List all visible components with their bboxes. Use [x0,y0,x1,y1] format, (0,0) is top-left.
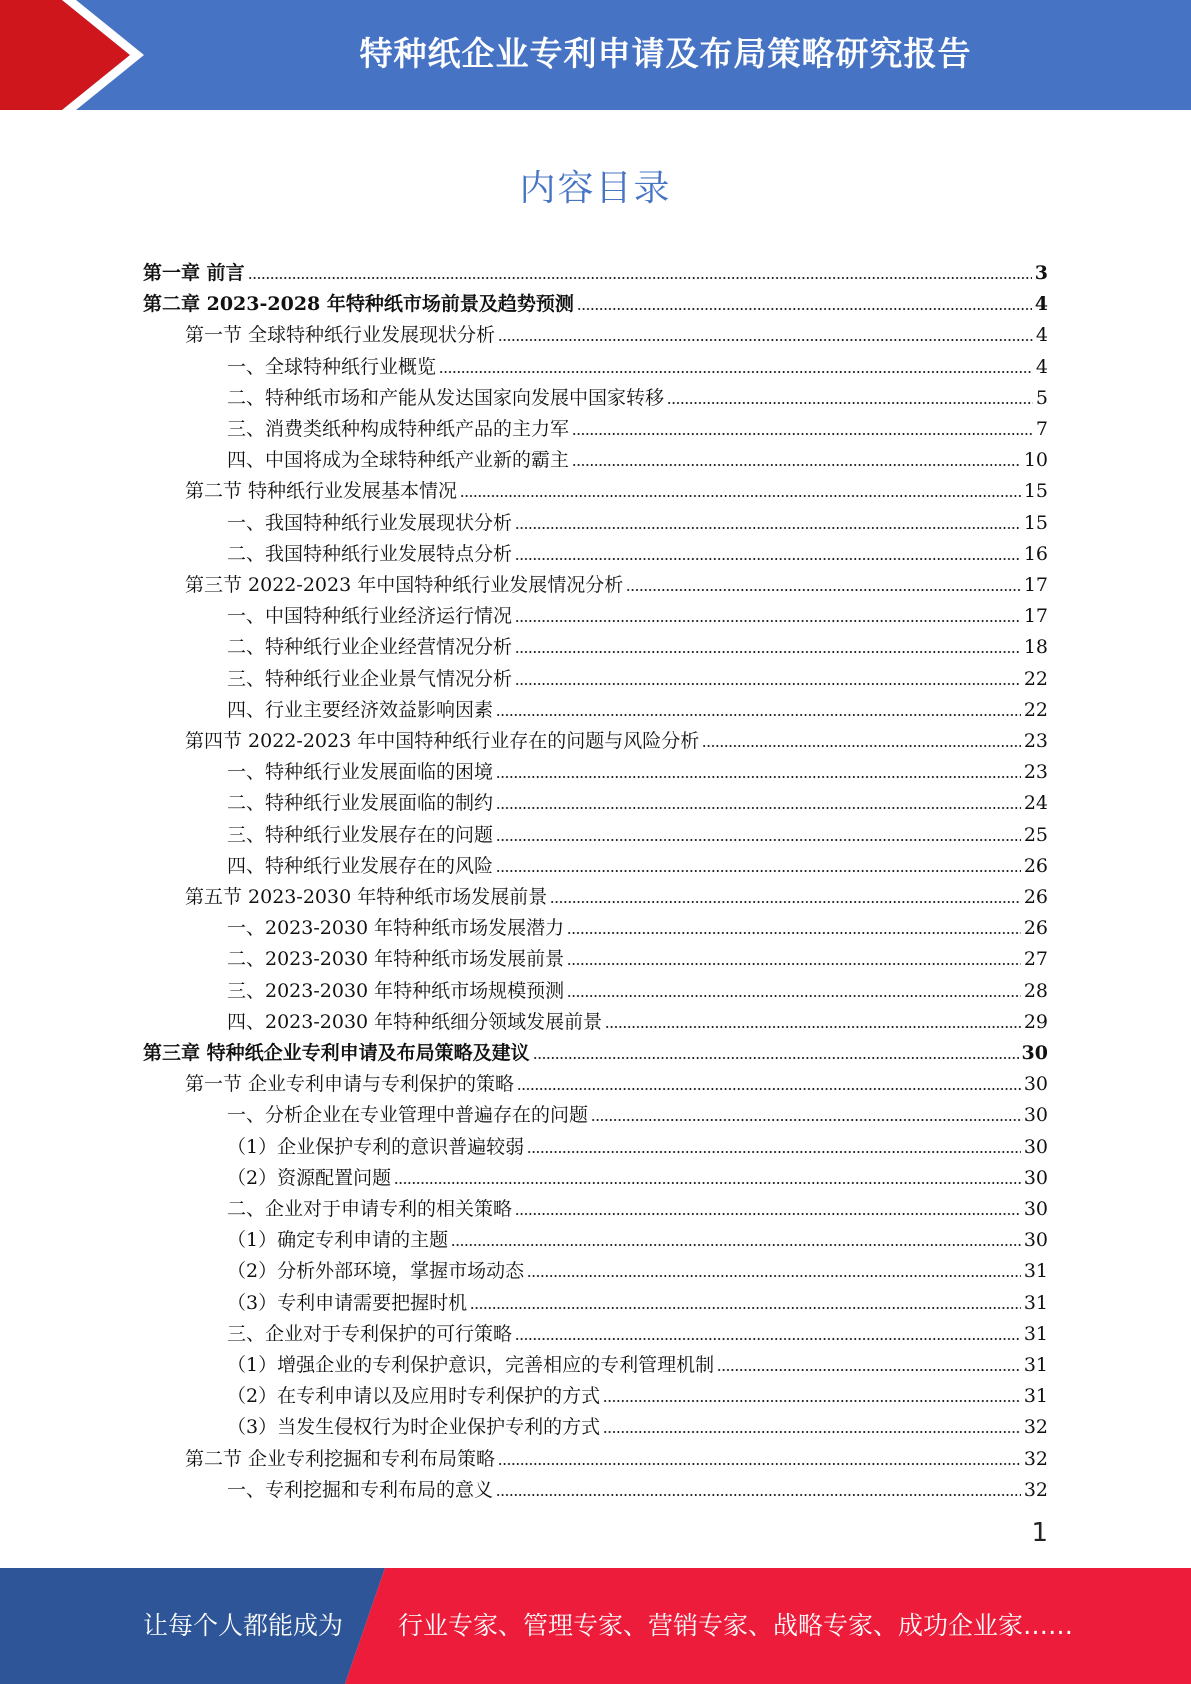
toc-entry-title: （3）当发生侵权行为时企业保护专利的方式 [227,1416,601,1439]
toc-dot-leader [567,931,1021,935]
toc-entry-title: 一、我国特种纸行业发展现状分析 [227,511,513,534]
toc-dot-leader [577,307,1032,311]
toc-dot-leader [496,838,1021,842]
toc-entry-page: 30 [1023,1104,1048,1127]
toc-entry[interactable] [143,1315,1048,1346]
toc-dot-leader [702,744,1021,748]
toc-entry-title: （2）资源配置问题 [227,1166,392,1189]
toc-entry[interactable] [143,1284,1048,1315]
toc-entry[interactable] [143,1190,1048,1221]
toc-dot-leader [515,526,1021,530]
toc-entry-title: （2）分析外部环境，掌握市场动态 [227,1260,525,1283]
toc-entry[interactable] [143,348,1048,379]
page-number: 1 [1031,1518,1048,1548]
toc-entry-title: 二、我国特种纸行业发展特点分析 [227,542,513,565]
toc-entry-page: 4 [1035,355,1048,378]
toc-entry-page: 27 [1023,948,1048,971]
toc-entry[interactable] [143,1096,1048,1127]
toc-entry-page: 30 [1023,1198,1048,1220]
toc-entry-title: 第二章 2023-2028 年特种纸市场前景及趋势预测 [143,293,574,316]
toc-dot-leader [515,1212,1021,1216]
toc-dot-leader [527,1150,1021,1154]
toc-entry-page: 17 [1023,574,1048,596]
toc-entry[interactable] [143,847,1048,878]
toc-dot-leader [603,1399,1021,1403]
toc-entry-page: 31 [1023,1322,1048,1345]
toc-entry[interactable] [143,316,1048,347]
toc-entry[interactable] [143,878,1048,909]
toc-heading: 内容目录 [519,168,672,209]
toc-dot-leader [515,682,1021,686]
toc-dot-leader [591,1118,1021,1122]
toc-entry-page: 10 [1023,449,1048,472]
toc-entry-page: 26 [1023,854,1048,877]
toc-entry-title: 第三章 特种纸企业专利申请及布局策略及建议 [143,1042,530,1064]
toc-entry-title: 二、特种纸行业发展面临的制约 [227,792,494,815]
toc-entry-title: 二、特种纸市场和产能从发达国家向发展中国家转移 [227,386,665,409]
toc-entry-page: 15 [1023,480,1048,503]
toc-entry-title: 四、2023-2030 年特种纸细分领域发展前景 [227,1010,603,1033]
toc-entry-page: 15 [1023,511,1048,534]
toc-entry-title: 第三节 2022-2023 年中国特种纸行业发展情况分析 [185,574,624,596]
toc-entry-page: 22 [1023,667,1048,690]
toc-entry-page: 32 [1023,1478,1048,1501]
header-banner [0,0,1191,110]
toc-entry-page: 7 [1035,418,1048,440]
toc-entry[interactable] [143,1003,1048,1034]
toc-dot-leader [533,1056,1019,1060]
toc-entry-page: 4 [1035,324,1048,347]
toc-entry-title: 第二节 特种纸行业发展基本情况 [185,480,458,503]
toc-entry-title: 第一节 全球特种纸行业发展现状分析 [185,324,496,347]
toc-entry[interactable] [143,722,1048,753]
toc-entry-title: 一、特种纸行业发展面临的困境 [227,761,494,784]
toc-entry-title: 三、2023-2030 年特种纸市场规模预测 [227,979,565,1002]
toc-entry-title: （3）专利申请需要把握时机 [227,1291,468,1314]
toc-entry[interactable] [143,660,1048,691]
toc-entry[interactable] [143,566,1048,597]
toc-entry[interactable] [143,909,1048,940]
toc-entry-page: 25 [1023,823,1048,846]
toc-entry[interactable] [143,1471,1048,1502]
toc-entry[interactable] [143,379,1048,410]
toc-entry-page: 31 [1023,1291,1048,1314]
toc-dot-leader [498,338,1033,342]
toc-entry-title: 三、特种纸行业发展存在的问题 [227,823,494,846]
toc-entry-page: 31 [1023,1260,1048,1283]
toc-entry-page: 28 [1023,979,1048,1002]
toc-entry-title: 第二节 企业专利挖掘和专利布局策略 [185,1447,496,1470]
toc-entry[interactable] [143,1128,1048,1159]
toc-entry-title: 一、中国特种纸行业经济运行情况 [227,605,513,628]
toc-entry-page: 30 [1023,1073,1048,1096]
toc-dot-leader [515,557,1021,561]
toc-entry-page: 32 [1023,1447,1048,1470]
toc-entry-title: 三、企业对于专利保护的可行策略 [227,1322,513,1345]
toc-dot-leader [496,1493,1021,1497]
toc-dot-leader [605,1025,1021,1029]
toc-entry-page: 30 [1021,1042,1048,1064]
toc-entry-page: 29 [1023,1010,1048,1033]
toc-entry-title: 三、消费类纸种构成特种纸产品的主力军 [227,418,570,440]
toc-entry-title: 二、特种纸行业企业经营情况分析 [227,636,513,659]
toc-dot-leader [572,432,1033,436]
toc-entry[interactable] [143,1346,1048,1377]
toc-entry-title: （1）增强企业的专利保护意识，完善相应的专利管理机制 [227,1354,715,1376]
toc-entry[interactable] [143,597,1048,628]
toc-dot-leader [439,370,1033,374]
toc-entry-title: 第一章 前言 [143,262,245,284]
toc-entry[interactable] [143,285,1048,316]
toc-entry-title: 四、特种纸行业发展存在的风险 [227,854,494,877]
toc-dot-leader [515,650,1021,654]
toc-entry-page: 31 [1023,1354,1048,1376]
toc-entry-page: 30 [1023,1135,1048,1158]
toc-dot-leader [567,962,1021,966]
report-title: 特种纸企业专利申请及布局策略研究报告 [359,34,972,73]
toc-dot-leader [496,775,1021,779]
toc-entry[interactable] [143,1065,1048,1096]
toc-entry[interactable] [143,441,1048,472]
toc-entry-page: 3 [1034,262,1048,284]
toc-entry[interactable] [143,753,1048,784]
toc-entry-title: （2）在专利申请以及应用时专利保护的方式 [227,1385,601,1408]
toc-dot-leader [667,401,1033,405]
toc-entry-page: 26 [1023,886,1048,908]
toc-entry-page: 22 [1023,698,1048,721]
toc-entry-title: 三、特种纸行业企业景气情况分析 [227,667,513,690]
toc-dot-leader [717,1368,1021,1372]
toc-entry-title: 一、2023-2030 年特种纸市场发展潜力 [227,917,565,940]
toc-dot-leader [498,1462,1021,1466]
footer-slogan-left: 让每个人都能成为 [143,1611,344,1640]
toc-entry[interactable] [143,1377,1048,1408]
toc-dot-leader [572,463,1021,467]
toc-entry-page: 17 [1023,605,1048,628]
toc-entry[interactable] [143,816,1048,847]
toc-dot-leader [515,619,1021,623]
toc-entry-page: 24 [1023,792,1048,815]
toc-entry[interactable] [143,1159,1048,1190]
toc-dot-leader [603,1430,1021,1434]
toc-entry[interactable] [143,1034,1048,1065]
footer-slogan-right: 行业专家、管理专家、营销专家、战略专家、成功企业家…… [398,1611,1074,1640]
toc-entry-page: 31 [1023,1385,1048,1408]
toc-entry-page: 18 [1023,636,1048,659]
toc-dot-leader [460,494,1021,498]
toc-entry-page: 32 [1023,1416,1048,1439]
toc-entry[interactable] [143,535,1048,566]
toc-entry-title: （1）企业保护专利的意识普遍较弱 [227,1135,525,1158]
toc-entry[interactable] [143,1252,1048,1283]
toc-entry[interactable] [143,1408,1048,1439]
toc-dot-leader [550,900,1021,904]
banner-chevron-decoration [0,0,160,110]
toc-entry-title: 四、中国将成为全球特种纸产业新的霸主 [227,449,570,472]
toc-dot-leader [451,1243,1021,1247]
toc-entry-title: 四、行业主要经济效益影响因素 [227,698,494,721]
toc-dot-leader [496,869,1021,873]
toc-entry[interactable] [143,1440,1048,1471]
toc-dot-leader [496,713,1021,717]
toc-entry-title: 第五节 2023-2030 年特种纸市场发展前景 [185,886,548,908]
toc-entry[interactable] [143,254,1048,285]
toc-entry[interactable] [143,972,1048,1003]
toc-entry-page: 5 [1035,386,1048,409]
toc-entry-title: 一、分析企业在专业管理中普遍存在的问题 [227,1104,589,1127]
toc-entry[interactable] [143,940,1048,971]
toc-dot-leader [470,1306,1021,1310]
toc-entry[interactable] [143,691,1048,722]
toc-entry-page: 26 [1023,917,1048,940]
toc-entry[interactable] [143,410,1048,441]
toc-entry-title: 二、2023-2030 年特种纸市场发展前景 [227,948,565,971]
toc-dot-leader [394,1181,1021,1185]
toc-entry-page: 23 [1023,761,1048,784]
toc-entry[interactable] [143,472,1048,503]
toc-entry-page: 30 [1023,1229,1048,1252]
footer-banner [0,1568,1191,1684]
toc-entry[interactable] [143,504,1048,535]
toc-entry-page: 30 [1023,1166,1048,1189]
toc-entry[interactable] [143,784,1048,815]
toc-entry-title: 第一节 企业专利申请与专利保护的策略 [185,1073,515,1096]
toc-entry-title: 一、全球特种纸行业概览 [227,355,437,378]
toc-dot-leader [527,1274,1021,1278]
toc-entry[interactable] [143,628,1048,659]
toc-entry-title: （1）确定专利申请的主题 [227,1229,449,1252]
toc-entry-page: 4 [1034,293,1048,316]
toc-dot-leader [626,588,1021,592]
toc-entry-title: 第四节 2022-2023 年中国特种纸行业存在的问题与风险分析 [185,730,700,752]
toc-entry-page: 23 [1023,730,1048,752]
toc-entry-title: 一、专利挖掘和专利布局的意义 [227,1478,494,1501]
toc-dot-leader [248,276,1032,280]
toc-dot-leader [567,994,1021,998]
toc-entry-page: 16 [1023,542,1048,565]
toc-entry-title: 二、企业对于申请专利的相关策略 [227,1198,513,1220]
toc-dot-leader [496,806,1021,810]
toc-dot-leader [515,1337,1021,1341]
toc-entry[interactable] [143,1221,1048,1252]
toc-dot-leader [517,1087,1021,1091]
